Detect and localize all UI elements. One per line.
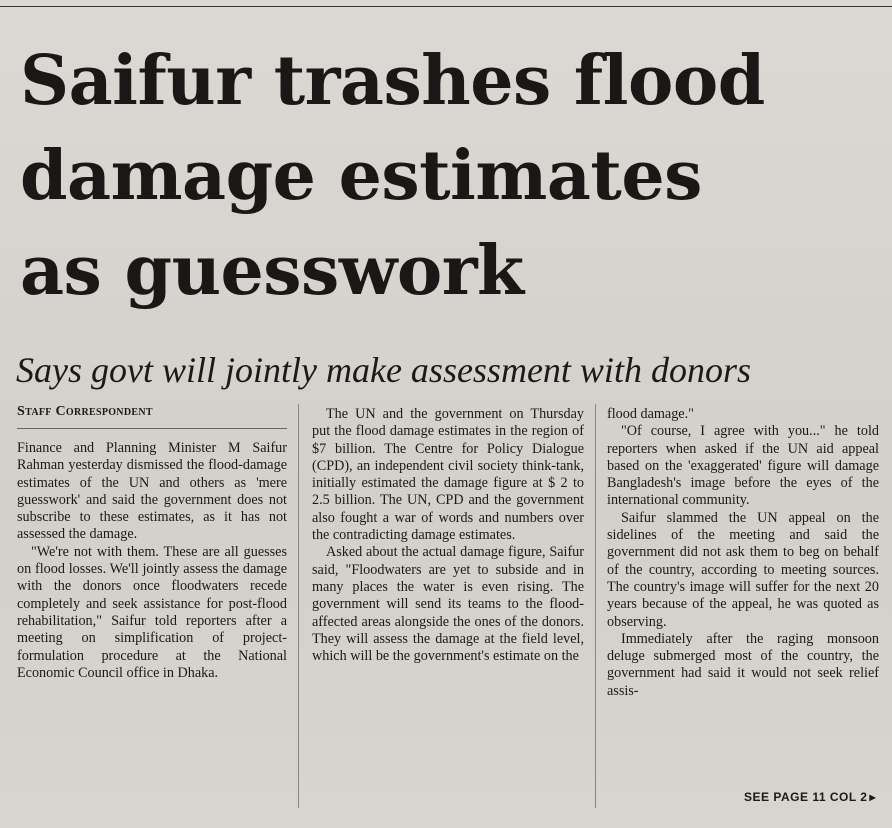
headline-line-3: as guesswork (20, 231, 524, 311)
paragraph: Saifur slammed the UN appeal on the sidelines of the meeting and said the government did not ask them to beg on behalf of the country, according to meeting sources. The country's image will suffer for the next 20 years because of the appeal, he was quoted as observing. (607, 509, 879, 630)
top-rule (0, 6, 892, 7)
jump-line-text: SEE PAGE 11 COL 2 (744, 790, 868, 804)
byline: Staff Correspondent (17, 404, 153, 419)
headline (20, 34, 880, 319)
byline-rule (17, 428, 287, 429)
paragraph: Asked about the actual damage figure, Saifur said, "Floodwaters are yet to subside and in many places the water is even rising. The government will send its teams to the flood-affected areas alongside the ones of the donors. They will assess the damage at the field level, which will be the government's estimate on the (312, 544, 584, 665)
paragraph: Finance and Planning Minister M Saifur Rahman yesterday dismissed the flood-damage estimates of the UN and others as 'mere guesswork' and said the government does not subscribe to these estimates, as it has not assessed the damage. (17, 440, 287, 543)
paragraph: flood damage." (607, 406, 694, 422)
article-column-1 (17, 440, 287, 682)
subheadline-deck: Says govt will jointly make assessment with donors (16, 350, 751, 390)
arrow-right-icon: ▸ (869, 790, 876, 804)
column-divider-2 (595, 404, 596, 808)
column-divider-1 (298, 404, 299, 808)
paragraph: "Of course, I agree with you..." he told reporters when asked if the UN aid appeal based on the 'exaggerated' figure will damage Bangladesh's image before the eyes of the international community. (607, 423, 879, 509)
continued-jump-line (744, 790, 876, 804)
headline-line-1: Saifur trashes flood (20, 41, 765, 121)
paragraph: The UN and the government on Thursday put the flood damage estimates in the region of $7 billion. The Centre for Policy Dialogue (CPD), an independent civil society think-tank, initially estimated the damage figure at $ 2 to 2.5 billion. The UN, CPD and the government also fought a war of words and numbers over the contradicting damage estimates. (312, 406, 584, 544)
paragraph: "We're not with them. These are all guesses on flood losses. We'll jointly assess the damage with the donors once floodwaters recede completely and seek assistance for post-flood rehabilitation," Saifur told reporters after a meeting on simplification of project-formulation procedure at the National Economic Council office in Dhaka. (17, 543, 287, 681)
headline-line-2: damage estimates (20, 136, 702, 216)
article-column-2 (312, 406, 584, 665)
paragraph: Immediately after the raging monsoon deluge submerged most of the country, the government had said it would not seek relief assis- (607, 630, 879, 699)
article-column-3 (607, 406, 879, 700)
